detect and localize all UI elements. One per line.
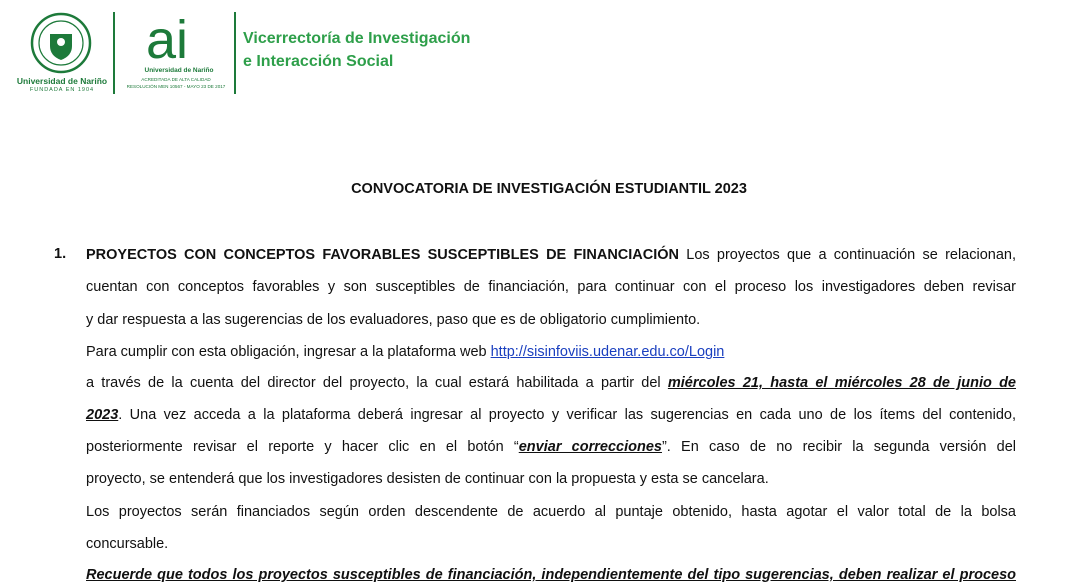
ai-logo bbox=[144, 8, 206, 68]
university-name: Universidad de Nariño bbox=[16, 76, 108, 86]
date-range-emphasis: miércoles 21, hasta el miércoles 28 de junio de bbox=[667, 375, 1016, 391]
paragraph-2-line-2: a través de la cuenta del director del proyecto, la cual estará habilitada a partir del miércoles 21, hasta el miércoles 28 de junio de bbox=[86, 375, 1016, 391]
document-title: CONVOCATORIA DE INVESTIGACIÓN ESTUDIANTIL 2023 bbox=[351, 181, 747, 197]
vicerrectoria-title-line1: Vicerrectoría de Investigación bbox=[243, 30, 471, 47]
item-number: 1. bbox=[54, 246, 67, 262]
paragraph-2-line-4: posteriormente revisar el reporte y hacer clic en el botón “enviar correcciones”. En caso de no recibir la segunda versión del bbox=[86, 439, 1016, 455]
university-seal-logo bbox=[30, 12, 92, 74]
paragraph-3-line-2: concursable. bbox=[86, 536, 169, 552]
paragraph-2-line-3: 2023. Una vez acceda a la plataforma deberá ingresar al proyecto y verificar las sugerencias en cada uno de los ítems del contenido, bbox=[86, 407, 1016, 423]
paragraph-2-line-5: proyecto, se entenderá que los investigadores desisten de continuar con la propuesta y esta se cancelara. bbox=[86, 471, 769, 487]
year-emphasis: 2023 bbox=[86, 407, 119, 423]
vicerrectoria-title-line2: e Interacción Social bbox=[243, 53, 394, 70]
ai-university-name: Universidad de Nariño bbox=[144, 67, 214, 74]
ai-logo-text: ai bbox=[146, 10, 189, 68]
paragraph-1-line-3: y dar respuesta a las sugerencias de los evaluadores, paso que es de obligatorio cumplimiento. bbox=[86, 312, 701, 328]
paragraph-3-line-1: Los proyectos serán financiados según orden descendente de acuerdo al puntaje obtenido, hasta agotar el valor total de la bolsa bbox=[86, 504, 1016, 520]
paragraph-1-line-1: PROYECTOS CON CONCEPTOS FAVORABLES SUSCEPTIBLES DE FINANCIACIÓN Los proyectos que a continuación se relacionan, bbox=[86, 247, 1017, 263]
header-divider bbox=[113, 12, 115, 94]
university-founded: FUNDADA EN 1904 bbox=[29, 87, 95, 93]
platform-link[interactable]: http://sisinfoviis.udenar.edu.co/Login bbox=[490, 344, 725, 360]
item-heading: PROYECTOS CON CONCEPTOS FAVORABLES SUSCEPTIBLES DE FINANCIACIÓN bbox=[86, 247, 680, 263]
paragraph-1-line-2: cuentan con conceptos favorables y son susceptibles de financiación, para continuar con el proceso los investigadores deben revisar bbox=[86, 279, 1016, 295]
paragraph-4-line-1: Recuerde que todos los proyectos susceptibles de financiación, independientemente del tipo sugerencias, deben realizar el proceso bbox=[86, 567, 1016, 583]
ai-accreditation: ACREDITADA DE ALTA CALIDAD bbox=[141, 77, 211, 82]
paragraph-2-line-1: Para cumplir con esta obligación, ingresar a la plataforma web http://sisinfoviis.udenar.edu.co/Login bbox=[86, 344, 725, 360]
ai-resolution: RESOLUCIÓN MEN 10567 - MAYO 23 DE 2017 bbox=[126, 84, 226, 89]
document-header bbox=[0, 0, 1068, 110]
header-divider bbox=[234, 12, 236, 94]
send-corrections-emphasis: enviar correcciones bbox=[518, 439, 662, 455]
